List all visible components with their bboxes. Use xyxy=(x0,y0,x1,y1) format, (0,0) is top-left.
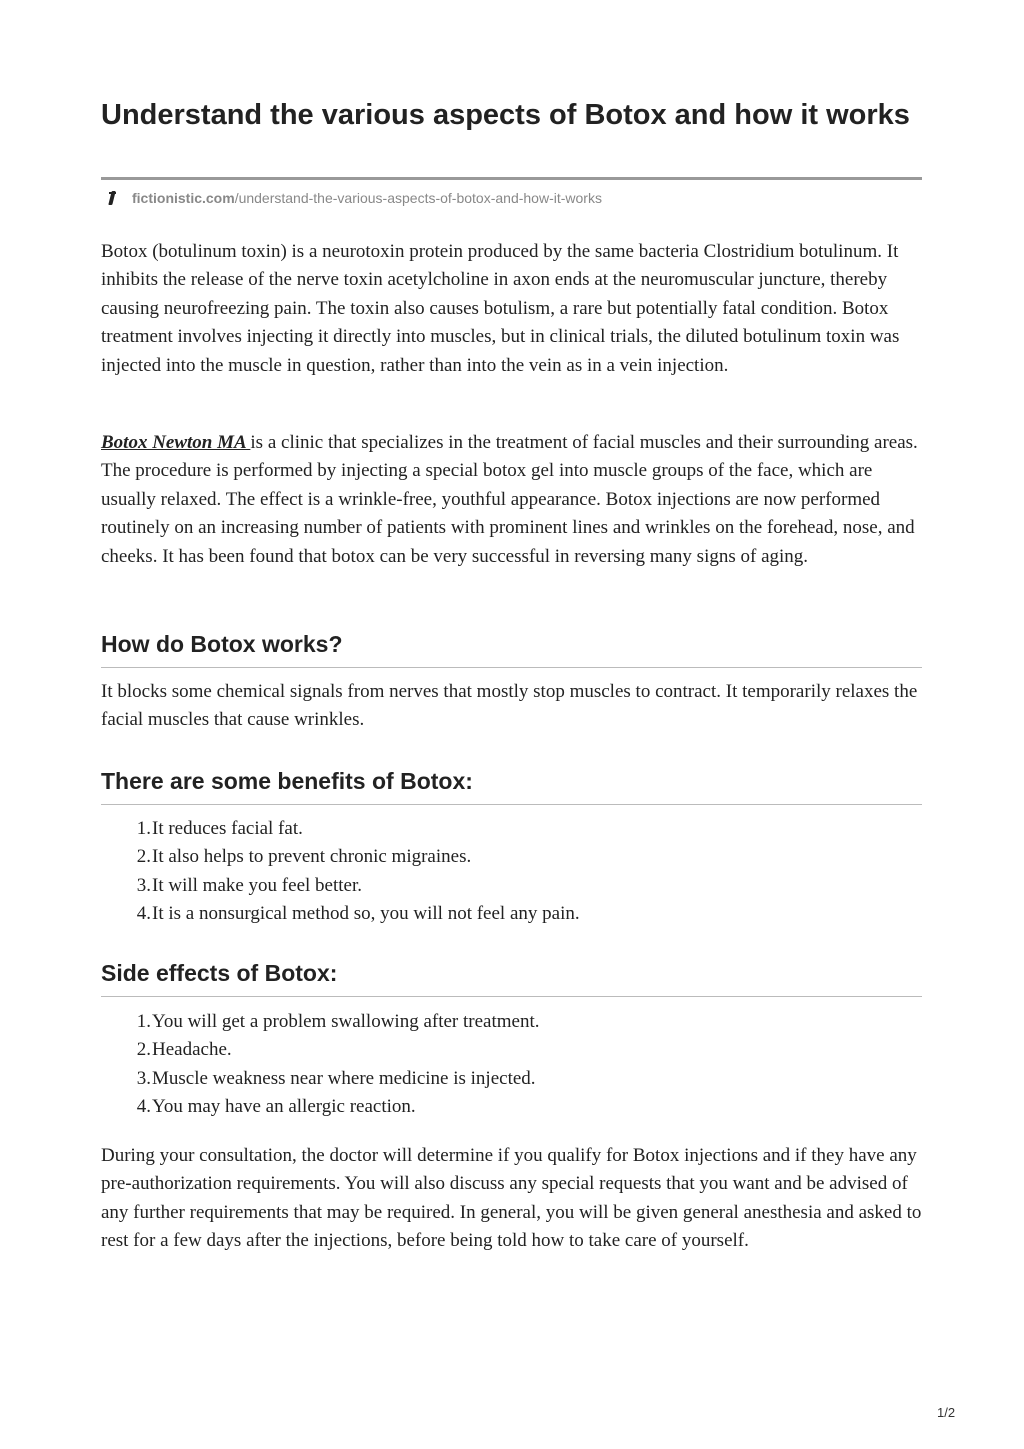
source-domain[interactable]: fictionistic.com xyxy=(132,190,235,206)
side-effects-heading: Side effects of Botox: xyxy=(101,959,922,997)
benefits-heading: There are some benefits of Botox: xyxy=(101,767,922,805)
clinic-link[interactable]: Botox Newton MA xyxy=(101,432,251,453)
page-title: Understand the various aspects of Botox and how it works xyxy=(101,99,910,131)
list-item: 2. It also helps to prevent chronic migraines. xyxy=(136,846,472,868)
site-favicon-icon xyxy=(107,190,119,206)
page-number: 1/2 xyxy=(937,1405,956,1420)
clinic-text: is a clinic that specializes in the treatment of facial muscles and their surrounding areas. The procedure is performed by injecting a special botox gel into muscle groups of the face, which are usually relaxed. The effect is a wrinkle-free, youthful appearance. Botox injections are now performed routinely on an increasing number of patients with prominent lines and wrinkles on the forehead, nose, and cheeks. It has been found that botox can be very successful in reversing many signs of aging. xyxy=(101,432,918,567)
how-paragraph: It blocks some chemical signals from nerves that mostly stop muscles to contract. It temporarily relaxes the facial muscles that cause wrinkles. xyxy=(101,681,918,731)
source-link[interactable] xyxy=(132,190,602,206)
list-item: 4. You may have an allergic reaction. xyxy=(136,1096,416,1118)
list-item: 4. It is a nonsurgical method so, you will not feel any pain. xyxy=(136,903,580,925)
benefits-list xyxy=(101,815,922,929)
how-heading: How do Botox works? xyxy=(101,630,922,668)
list-item: 1. It reduces facial fat. xyxy=(136,818,303,839)
list-item: 2. Headache. xyxy=(136,1039,232,1061)
side-effects-list xyxy=(101,1008,922,1122)
title-divider xyxy=(101,177,922,180)
list-item: 3. Muscle weakness near where medicine is injected. xyxy=(136,1067,536,1089)
source-line xyxy=(101,188,602,208)
list-item: 1. You will get a problem swallowing after treatment. xyxy=(136,1011,540,1032)
closing-paragraph: During your consultation, the doctor will determine if you qualify for Botox injections and if they have any pre-authorization requirements. You will also discuss any special requests that you want and be advised of any further requirements that may be required. In general, you will be given general anesthesia and asked to rest for a few days after the injections, before being told how to take care of yourself. xyxy=(101,1145,922,1252)
clinic-paragraph xyxy=(101,429,922,571)
list-item: 3. It will make you feel better. xyxy=(136,874,362,896)
source-path[interactable]: /understand-the-various-aspects-of-botox-and-how-it-works xyxy=(234,190,602,206)
intro-paragraph: Botox (botulinum toxin) is a neurotoxin protein produced by the same bacteria Clostridium botulinum. It inhibits the release of the nerve toxin acetylcholine in axon ends at the neuromuscular juncture, thereby causing neurofreezing pain. The toxin also causes botulism, a rare but potentially fatal condition. Botox treatment involves injecting it directly into muscles, but in clinical trials, the diluted botulinum toxin was injected into the muscle in question, rather than into the vein as in a vein injection. xyxy=(101,241,900,376)
